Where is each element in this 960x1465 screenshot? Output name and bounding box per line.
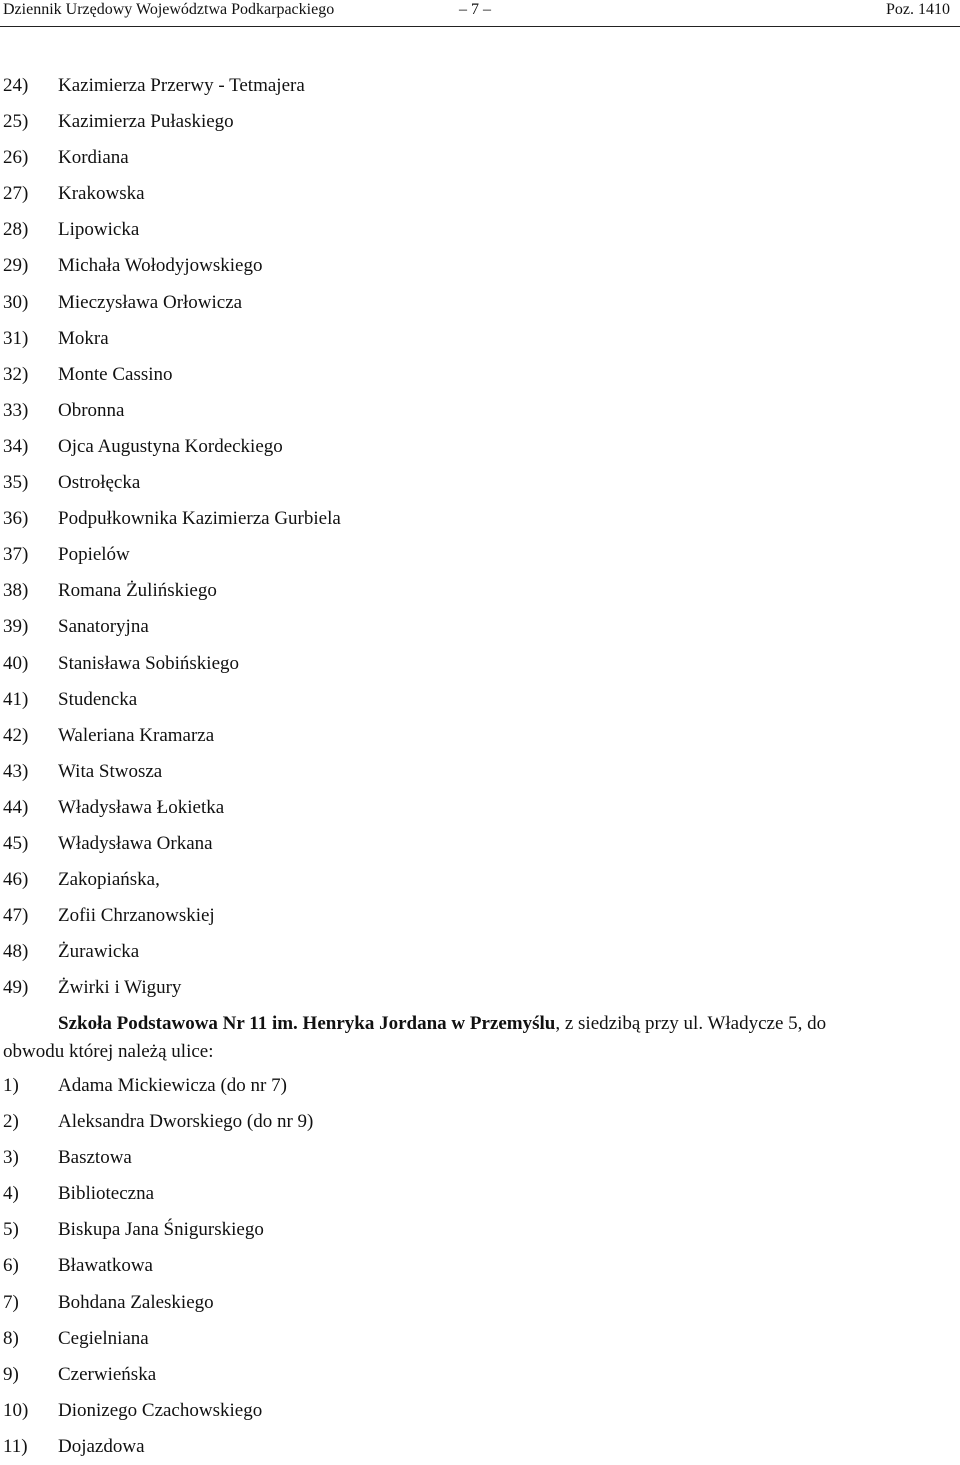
street-name: Zakopiańska, — [58, 869, 160, 891]
journal-title: Dziennik Urzędowy Województwa Podkarpackiego — [3, 1, 335, 18]
street-name: Biblioteczna — [58, 1183, 155, 1205]
street-name: Basztowa — [58, 1147, 132, 1169]
item-number: 37) — [3, 544, 29, 566]
school-district-paragraph — [3, 1010, 958, 1066]
item-number: 11) — [3, 1435, 28, 1457]
item-number: 24) — [3, 75, 29, 96]
item-number: 7) — [3, 1291, 19, 1313]
street-name: Michała Wołodyjowskiego — [58, 255, 263, 277]
item-number: 48) — [3, 941, 29, 963]
street-name: Studencka — [58, 688, 138, 710]
school-name: Szkoła Podstawowa Nr 11 im. Henryka Jordana w Przemyślu — [58, 1013, 556, 1034]
item-number: 10) — [3, 1399, 29, 1421]
street-name: Popielów — [58, 544, 130, 566]
street-name: Wita Stwosza — [58, 760, 163, 782]
item-number: 40) — [3, 652, 29, 674]
street-name: Mieczysława Orłowicza — [58, 291, 243, 313]
street-name: Żurawicka — [58, 941, 140, 963]
item-number: 49) — [3, 977, 29, 999]
item-number: 4) — [3, 1183, 19, 1205]
street-name: Monte Cassino — [58, 363, 173, 385]
school-address: , z siedzibą przy ul. Władycze 5, do — [555, 1013, 827, 1034]
position-number: Poz. 1410 — [886, 1, 950, 18]
item-number: 42) — [3, 724, 29, 746]
street-name: Żwirki i Wigury — [58, 977, 182, 999]
item-number: 47) — [3, 905, 29, 927]
item-number: 25) — [3, 111, 29, 133]
item-number: 30) — [3, 291, 29, 313]
item-number: 1) — [3, 1075, 19, 1096]
street-name: Adama Mickiewicza (do nr 7) — [58, 1075, 287, 1096]
street-name: Sanatoryjna — [58, 616, 149, 638]
item-number: 36) — [3, 508, 29, 530]
item-number: 3) — [3, 1147, 19, 1169]
item-number: 9) — [3, 1363, 19, 1385]
item-number: 46) — [3, 869, 29, 891]
item-number: 26) — [3, 147, 29, 169]
street-name: Obronna — [58, 399, 125, 421]
paragraph-line-2: obwodu której należą ulice: — [3, 1041, 214, 1062]
street-name: Czerwieńska — [58, 1363, 157, 1385]
street-name: Dionizego Czachowskiego — [58, 1399, 263, 1421]
street-name: Aleksandra Dworskiego (do nr 9) — [58, 1111, 314, 1133]
item-number: 34) — [3, 435, 29, 457]
item-number: 31) — [3, 327, 29, 349]
paragraph-line-1 — [3, 1010, 958, 1038]
street-name: Dojazdowa — [58, 1435, 145, 1457]
item-number: 43) — [3, 760, 29, 782]
street-name: Bohdana Zaleskiego — [58, 1291, 214, 1313]
item-number: 38) — [3, 580, 29, 602]
item-number: 41) — [3, 688, 29, 710]
item-number: 39) — [3, 616, 29, 638]
street-name: Ojca Augustyna Kordeckiego — [58, 435, 283, 457]
street-name: Władysława Łokietka — [58, 796, 225, 818]
street-name: Waleriana Kramarza — [58, 724, 215, 746]
street-name: Stanisława Sobińskiego — [58, 652, 240, 674]
item-number: 35) — [3, 472, 29, 494]
street-name: Władysława Orkana — [58, 832, 213, 854]
page-header — [0, 0, 960, 27]
street-name: Bławatkowa — [58, 1255, 153, 1277]
item-number: 5) — [3, 1219, 19, 1241]
item-number: 2) — [3, 1111, 19, 1133]
street-name: Kordiana — [58, 147, 129, 169]
item-number: 28) — [3, 219, 29, 241]
street-name: Podpułkownika Kazimierza Gurbiela — [58, 508, 341, 530]
item-number: 6) — [3, 1255, 19, 1277]
street-name: Ostrołęcka — [58, 472, 141, 494]
item-number: 45) — [3, 832, 29, 854]
street-name: Biskupa Jana Śnigurskiego — [58, 1219, 264, 1241]
item-number: 32) — [3, 363, 29, 385]
street-name: Romana Żulińskiego — [58, 580, 217, 602]
street-name: Mokra — [58, 327, 109, 349]
item-number: 27) — [3, 183, 29, 205]
item-number: 33) — [3, 399, 29, 421]
street-name: Kazimierza Przerwy - Tetmajera — [58, 75, 305, 96]
street-name: Kazimierza Pułaskiego — [58, 111, 234, 133]
street-name: Zofii Chrzanowskiej — [58, 905, 215, 927]
item-number: 8) — [3, 1327, 19, 1349]
item-number: 29) — [3, 255, 29, 277]
street-name: Cegielniana — [58, 1327, 149, 1349]
item-number: 44) — [3, 796, 29, 818]
street-name: Krakowska — [58, 183, 145, 205]
street-name: Lipowicka — [58, 219, 140, 241]
page-number: – 7 – — [459, 1, 491, 18]
